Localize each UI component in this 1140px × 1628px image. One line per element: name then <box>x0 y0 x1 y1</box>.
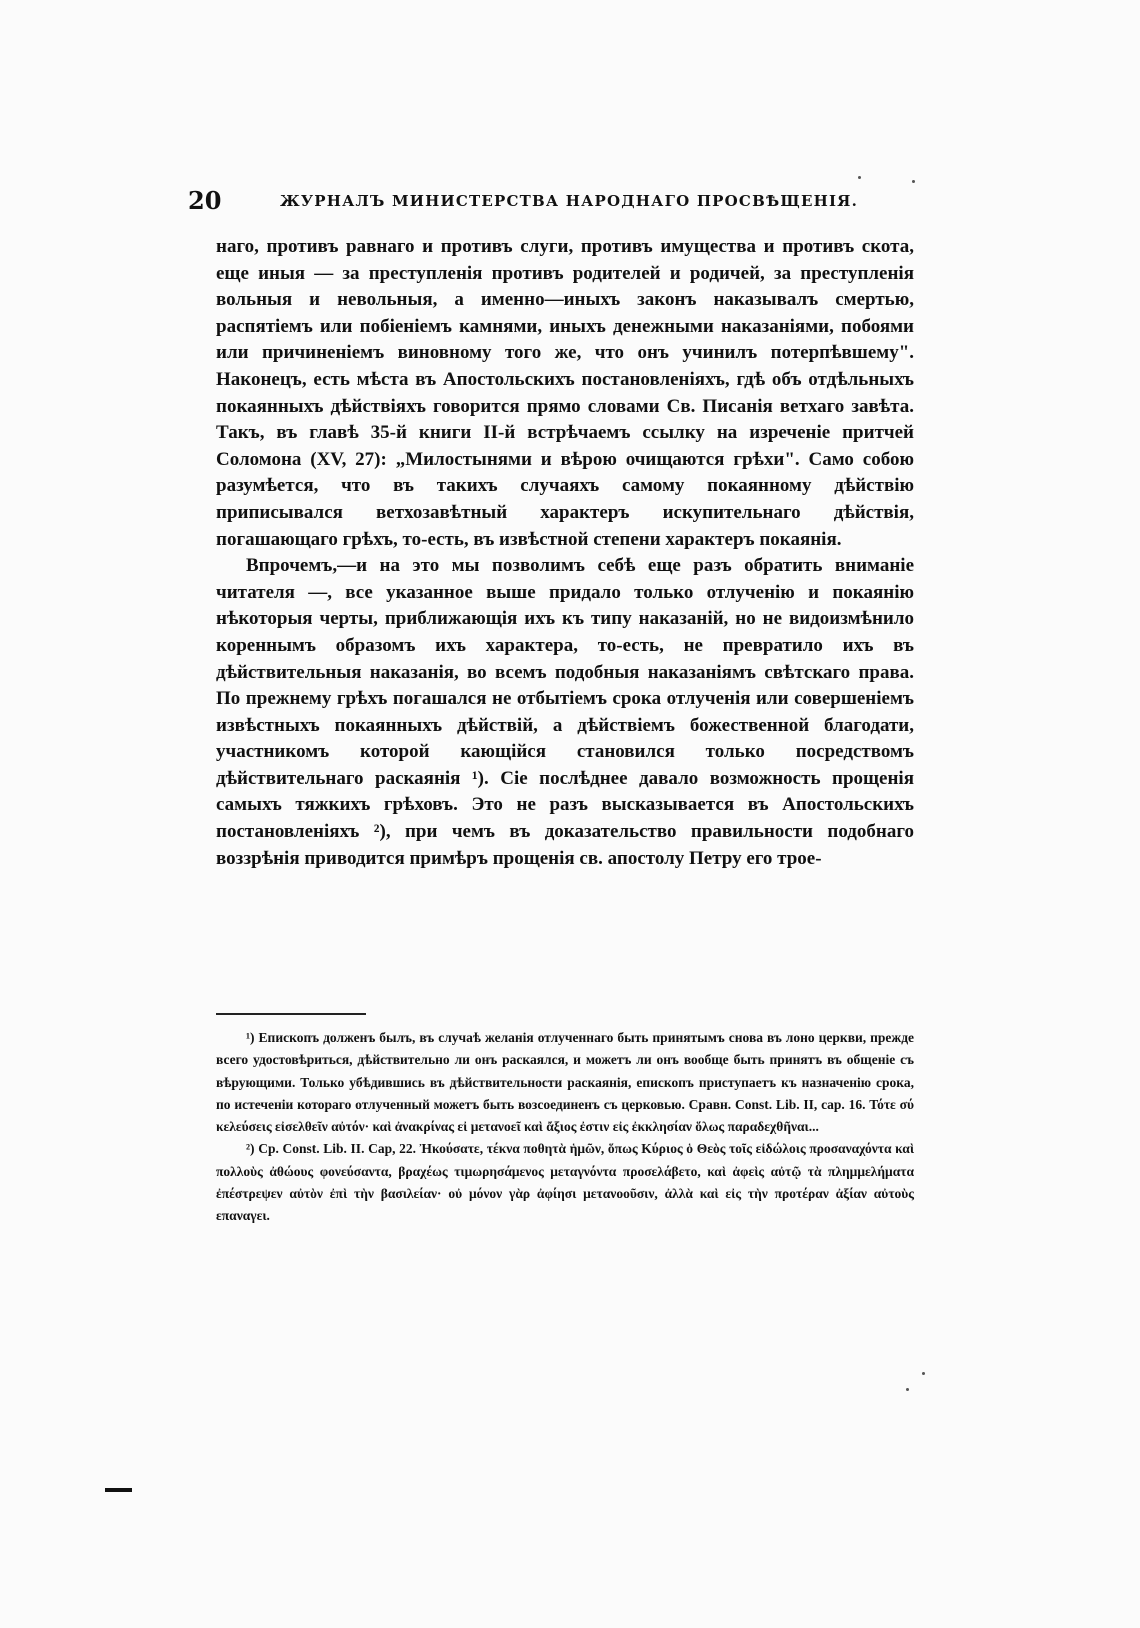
footnotes <box>216 1027 914 1228</box>
margin-mark <box>105 1488 132 1492</box>
page-number: 20 <box>188 186 222 215</box>
running-title: ЖУРНАЛЪ МИНИСТЕРСТВА НАРОДНАГО ПРОСВѢЩЕНІЯ. <box>280 192 859 210</box>
footnote-2 <box>216 1138 914 1227</box>
footnote-text: Cp. Const. Lib. II. Cap, 22. Ἠκούσατε, τέκνα ποθητὰ ἡμῶν, ὅπως Κύριος ὁ Θεὸς τοῖς εἰδώλοις προσαναχόντα καὶ πολλοὺς ἀθώους φονεύσαντα, βραχέως τιμωρησάμενος μεταγνόντα προσελάβετο, καὶ ἀφεὶς αὐτῷ τὰ πλημμελήματα ἐπέστρεψεν αὐτὸν ἐπὶ τὴν βασιλείαν· οὐ μόνον γὰρ ἀφίησι μετανοοῦσιν, ἀλλὰ καὶ εἰς τὴν προτέραν ἀξίαν αὐτοὺς επαναγει. <box>216 1141 915 1224</box>
scan-speck <box>906 1388 909 1391</box>
scan-speck <box>858 176 861 179</box>
footnote-1 <box>216 1027 914 1138</box>
footnote-marker: ¹) <box>246 1030 255 1045</box>
footnote-separator <box>216 1013 366 1015</box>
scan-speck <box>912 180 915 183</box>
footnote-marker: ²) <box>246 1141 255 1157</box>
body-paragraph: Впрочемъ,—и на это мы позволимъ себѣ еще разъ обратить вниманіе читателя —, все указанное выше придало только отлученію и покаянію нѣкоторыя черты, приближающія ихъ къ типу наказаній, но не видоизмѣнило кореннымъ образомъ ихъ характера, то-есть, не превратило ихъ въ дѣйствительныя наказанія, во всемъ подобныя наказаніямъ свѣтскаго права. По прежнему грѣхъ погашался не отбытіемъ срока отлученія или совершеніемъ извѣстныхъ покаянныхъ дѣйствій, а дѣйствіемъ божественной благодати, участникомъ которой кающійся становился только посредствомъ дѣйствительнаго раскаянія ¹). Сіе послѣднее давало возможность прощенія самыхъ тяжкихъ грѣховъ. Это не разъ высказывается въ Апостольскихъ постановленіяхъ ²), при чемъ въ доказательство правильности подобнаго воззрѣнія приводится примѣръ прощенія св. апостолу Петру его трое- <box>216 555 914 869</box>
footnote-text: Епископъ долженъ былъ, въ случаѣ желанія отлученнаго быть принятымъ снова въ лоно церкви, прежде всего удостовѣриться, дѣйствительно ли онъ раскаялся, и можетъ ли онъ вообще быть принятъ въ общеніе съ вѣрующими. Только убѣдившись въ дѣйствительности раскаянія, епископъ приступаетъ къ назначенію срока, по истеченіи котораго отлученный можетъ быть возсоединенъ съ церковью. Сравн. Const. Lib. II, cap. 16. Τότε σύ κελεύσεις εἰσελθεῖν αὐτόν· καὶ ἀνακρίνας εἰ μετανοεῖ καὶ ἄξιος ἐστιν εἰς ἐκκλησίαν ὅλως παραδεχθῆναι... <box>216 1030 915 1135</box>
body-paragraph: наго, противъ равнаго и противъ слуги, противъ имущества и противъ скота, еще иныя — за преступленія противъ родителей и родичей, за преступленія вольныя и невольныя, а именно—иныхъ законъ наказывалъ смертью, распятіемъ или побіеніемъ камнями, иныхъ денежными наказаніями, побоями или причиненіемъ виновному того же, что онъ учинилъ потерпѣвшему". Наконецъ, есть мѣста въ Апостольскихъ постановленіяхъ, гдѣ объ отдѣльныхъ покаянныхъ дѣйствіяхъ говорится прямо словами Св. Писанія ветхаго завѣта. Такъ, въ главѣ 35-й книги II-й встрѣчаемъ ссылку на изреченіе притчей Соломона (XV, 27): „Милостынями и вѣрою очищаются грѣхи". Само собою разумѣется, что въ такихъ случаяхъ самому покаянному дѣйствію приписывался ветхозавѣтный характеръ искупительнаго дѣйствія, погашающаго грѣхъ, то-есть, въ извѣстной степени характеръ покаянія. <box>216 236 914 550</box>
main-text <box>216 234 914 872</box>
page-header <box>188 186 918 226</box>
scan-speck <box>922 1372 925 1375</box>
